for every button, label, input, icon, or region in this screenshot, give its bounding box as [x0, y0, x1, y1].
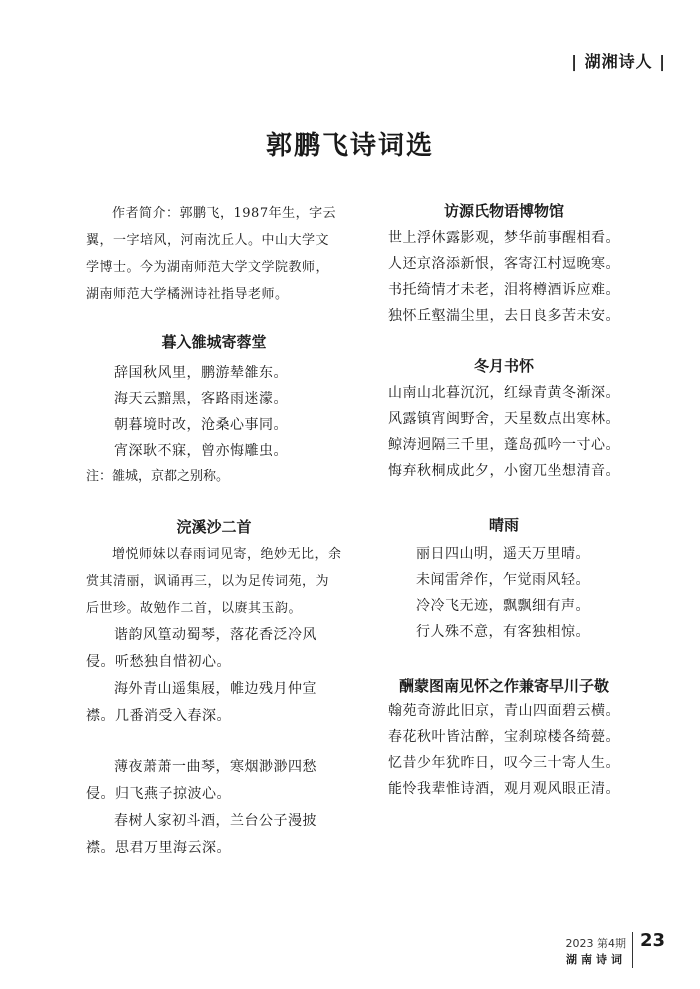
poem-title: 浣溪沙二首	[176, 518, 252, 536]
page-title: 郭鹏飞诗词选	[265, 131, 434, 161]
poem-line: 冷冷飞无迹，飘飘细有声。	[416, 598, 590, 614]
poem-line: 朝暮境时改，沧桑心事同。	[114, 417, 288, 433]
poem-line: 书托绮情才未老，泪将樽酒诉应难。	[388, 282, 620, 298]
poem-line: 独怀丘壑湍尘里，去日良多苦未安。	[388, 308, 620, 324]
poem-stanza: 春树人家初斗酒，兰台公子漫披襟。思君万里海云深。	[86, 813, 317, 856]
left-column	[86, 200, 342, 862]
poem-line: 悔弃秋桐成此夕，小窗兀坐想清音。	[388, 463, 620, 479]
poem-stanza: 海外青山遥集屐，帷边残月仲宣襟。几番消受入春深。	[86, 681, 317, 724]
issue-label: 2023 第4期	[565, 937, 626, 950]
poem-line: 未闻雷斧作，乍觉雨风轻。	[416, 572, 590, 588]
poem-line: 辞国秋风里，鹏游辇雒东。	[114, 365, 288, 381]
poem-line: 世上浮休露影观，梦华前事醒相看。	[388, 230, 620, 246]
poem-note: 注：雒城，京都之别称。	[86, 469, 230, 484]
author-bio: 作者简介：郭鹏飞，1987年生，字云翼，一字培风，河南沈丘人。中山大学文学博士。今为湖南师范大学文学院教师，湖南师范大学橘洲诗社指导老师。	[86, 206, 337, 302]
poem-line: 春花秋叶皆沽醉，宝刹琼楼各绮甍。	[388, 729, 620, 745]
footer-divider	[632, 932, 633, 968]
poem-preface: 增悦师妹以春雨词见寄，绝妙无比，余赏其清丽，讽诵再三，以为足传词苑，为后世珍。故勉作二首，以赓其玉韵。	[86, 547, 342, 616]
poem-title: 访源氏物语博物馆	[443, 202, 564, 220]
poem-line: 丽日四山明，遥天万里晴。	[416, 546, 590, 562]
page-number: 23	[640, 930, 666, 951]
poem-line: 山南山北暮沉沉，红绿青黄冬渐深。	[388, 385, 620, 401]
poem-line: 人还京洛添新恨，客寄江村逗晚寒。	[388, 256, 620, 272]
poem-line: 海天云黯黑，客路雨迷濛。	[114, 391, 288, 407]
poem-stanza: 谐韵风篁动蜀琴，落花香泛冷风侵。听愁独自惜初心。	[86, 627, 317, 670]
poem-title: 晴雨	[488, 516, 519, 534]
poem-line: 鲸涛迥隔三千里，蓬岛孤吟一寸心。	[388, 437, 620, 453]
right-column	[388, 200, 620, 802]
poem-title: 酬蒙图南见怀之作兼寄早川子敬	[398, 677, 609, 695]
poem-line: 宵深耿不寐，曾亦悔雕虫。	[114, 443, 288, 459]
poem-title: 冬月书怀	[473, 357, 534, 375]
poem-line: 翰苑奇游此旧京，青山四面碧云横。	[388, 703, 620, 719]
poem-title: 暮入雒城寄蓉堂	[161, 333, 267, 351]
poem-line: 风露镇宵闽野舍，天星数点出寒林。	[388, 411, 620, 427]
magazine-name: 湖南诗词	[566, 953, 626, 966]
poem-line: 忆昔少年犹昨日，叹今三十寄人生。	[388, 755, 620, 771]
poem-line: 行人殊不意，有客独相惊。	[416, 624, 590, 640]
section-tag: | 湖湘诗人 |	[571, 52, 666, 71]
footer	[566, 935, 627, 967]
poem-stanza: 薄夜萧萧一曲琴，寒烟渺渺四愁侵。归飞燕子掠波心。	[86, 759, 317, 802]
poem-line: 能怜我辈惟诗酒，观月观风眼正清。	[388, 781, 620, 797]
